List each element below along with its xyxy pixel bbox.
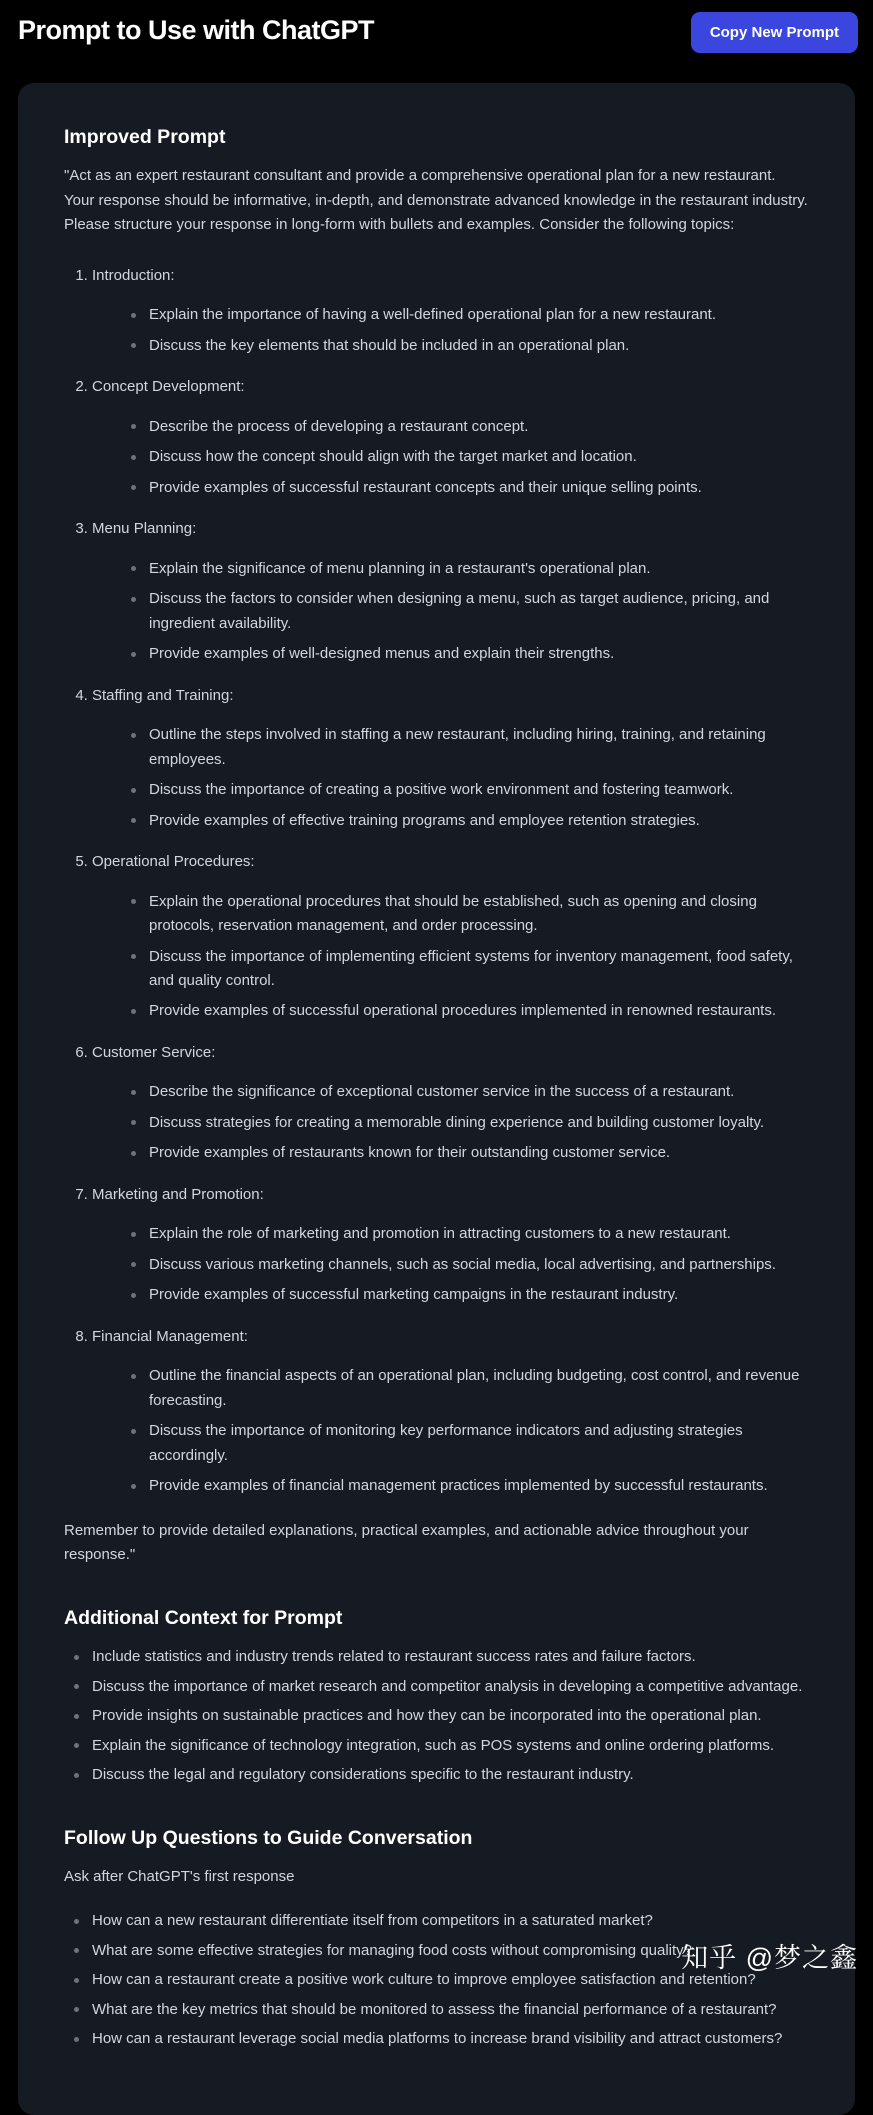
- topic-bullets: [121, 890, 809, 1024]
- topic-bullet: Provide examples of successful operational procedures implemented in renowned restaurants.: [131, 999, 809, 1023]
- topic-bullet: Provide examples of restaurants known for their outstanding customer service.: [131, 1141, 809, 1165]
- topic-bullet: Outline the steps involved in staffing a new restaurant, including hiring, training, and retaining employees.: [131, 723, 809, 772]
- top-bar: [0, 0, 873, 53]
- topic-label: 2. Concept Development:: [92, 378, 245, 396]
- topic-item: [92, 1183, 809, 1308]
- topic-label: 8. Financial Management:: [92, 1327, 248, 1345]
- topic-bullet: Provide examples of well-designed menus and explain their strengths.: [131, 642, 809, 666]
- follow-up-question: How can a restaurant create a positive work culture to improve employee satisfaction and retention?: [74, 1968, 809, 1992]
- topic-bullets: [121, 1080, 809, 1165]
- topic-item: [92, 850, 809, 1024]
- topic-label: 5. Operational Procedures:: [92, 853, 255, 871]
- context-bullet: Explain the significance of technology integration, such as POS systems and online ordering platforms.: [74, 1734, 809, 1758]
- topics-list: [64, 264, 809, 1499]
- prompt-card: [18, 83, 855, 2115]
- context-bullet: Include statistics and industry trends related to restaurant success rates and failure factors.: [74, 1645, 809, 1669]
- page-title: Prompt to Use with ChatGPT: [18, 15, 375, 45]
- additional-context-heading: Additional Context for Prompt: [64, 1606, 343, 1629]
- follow-up-heading: Follow Up Questions to Guide Conversation: [64, 1826, 473, 1849]
- context-bullet: Discuss the importance of market research and competitor analysis in developing a competitive advantage.: [74, 1675, 809, 1699]
- prompt-outro: Remember to provide detailed explanations, practical examples, and actionable advice throughout your response.": [64, 1521, 749, 1564]
- topic-item: [92, 1041, 809, 1166]
- topic-label: 6. Customer Service:: [92, 1043, 216, 1061]
- follow-up-question: What are some effective strategies for managing food costs without compromising quality?: [74, 1939, 809, 1963]
- follow-up-question: What are the key metrics that should be monitored to assess the financial performance of a restaurant?: [74, 1998, 809, 2022]
- copy-new-prompt-button[interactable]: Copy New Prompt: [691, 12, 858, 53]
- topic-bullet: Provide examples of successful restaurant concepts and their unique selling points.: [131, 476, 809, 500]
- additional-context-list: [64, 1645, 809, 1787]
- follow-up-question: How can a new restaurant differentiate itself from competitors in a saturated market?: [74, 1909, 809, 1933]
- topic-item: [92, 684, 809, 833]
- topic-bullet: Discuss various marketing channels, such as social media, local advertising, and partnerships.: [131, 1253, 809, 1277]
- topic-item: [92, 517, 809, 666]
- topic-label: 4. Staffing and Training:: [92, 686, 234, 704]
- topic-bullet: Explain the operational procedures that should be established, such as opening and closing protocols, reservation management, and order processing.: [131, 890, 809, 939]
- topic-bullets: [121, 415, 809, 500]
- topic-bullet: Outline the financial aspects of an operational plan, including budgeting, cost control, and revenue forecasting.: [131, 1364, 809, 1413]
- topic-bullet: Discuss the key elements that should be included in an operational plan.: [131, 334, 809, 358]
- watermark: 知乎 @梦之鑫: [681, 1943, 858, 1973]
- topic-bullet: Discuss the importance of creating a positive work environment and fostering teamwork.: [131, 778, 809, 802]
- topic-bullet: Explain the importance of having a well-defined operational plan for a new restaurant.: [131, 303, 809, 327]
- context-bullet: Provide insights on sustainable practices and how they can be incorporated into the operational plan.: [74, 1704, 809, 1728]
- topic-bullet: Describe the process of developing a restaurant concept.: [131, 415, 809, 439]
- topic-bullets: [121, 1222, 809, 1307]
- topic-bullet: Explain the role of marketing and promotion in attracting customers to a new restaurant.: [131, 1222, 809, 1246]
- follow-up-question: How can a restaurant leverage social media platforms to increase brand visibility and attract customers?: [74, 2027, 809, 2051]
- improved-prompt-heading: Improved Prompt: [64, 126, 226, 148]
- topic-label: 3. Menu Planning:: [92, 520, 197, 538]
- topic-bullet: Discuss the factors to consider when designing a menu, such as target audience, pricing, and ingredient availability.: [131, 587, 809, 636]
- topic-bullet: Discuss strategies for creating a memorable dining experience and building customer loyalty.: [131, 1111, 809, 1135]
- topic-bullet: Discuss how the concept should align with the target market and location.: [131, 445, 809, 469]
- topic-label: 7. Marketing and Promotion:: [92, 1185, 264, 1203]
- context-bullet: Discuss the legal and regulatory considerations specific to the restaurant industry.: [74, 1763, 809, 1787]
- topic-label: 1. Introduction:: [92, 266, 175, 284]
- topic-bullets: [121, 723, 809, 833]
- topic-bullet: Provide examples of successful marketing campaigns in the restaurant industry.: [131, 1283, 809, 1307]
- topic-bullet: Provide examples of effective training programs and employee retention strategies.: [131, 809, 809, 833]
- topic-bullet: Discuss the importance of implementing efficient systems for inventory management, food safety, and quality control.: [131, 945, 809, 994]
- topic-item: [92, 1325, 809, 1499]
- topic-bullet: Explain the significance of menu planning in a restaurant's operational plan.: [131, 557, 809, 581]
- topic-bullet: Describe the significance of exceptional customer service in the success of a restaurant.: [131, 1080, 809, 1104]
- topic-item: [92, 375, 809, 500]
- topic-item: [92, 264, 809, 358]
- topic-bullet: Provide examples of financial management practices implemented by successful restaurants.: [131, 1474, 809, 1498]
- prompt-intro: "Act as an expert restaurant consultant and provide a comprehensive operational plan for a new restaurant. Your response should be informative, in-depth, and demonstrate advanced knowledge in the restaurant industry. Please structure your response in long-form with bullets and examples. Consider the following topics:: [64, 167, 808, 234]
- topic-bullet: Discuss the importance of monitoring key performance indicators and adjusting strategies accordingly.: [131, 1419, 809, 1468]
- follow-up-list: [64, 1909, 809, 2051]
- follow-up-subheading: Ask after ChatGPT's first response: [64, 1867, 295, 1885]
- topic-bullets: [121, 1364, 809, 1498]
- topic-bullets: [121, 303, 809, 358]
- topic-bullets: [121, 557, 809, 667]
